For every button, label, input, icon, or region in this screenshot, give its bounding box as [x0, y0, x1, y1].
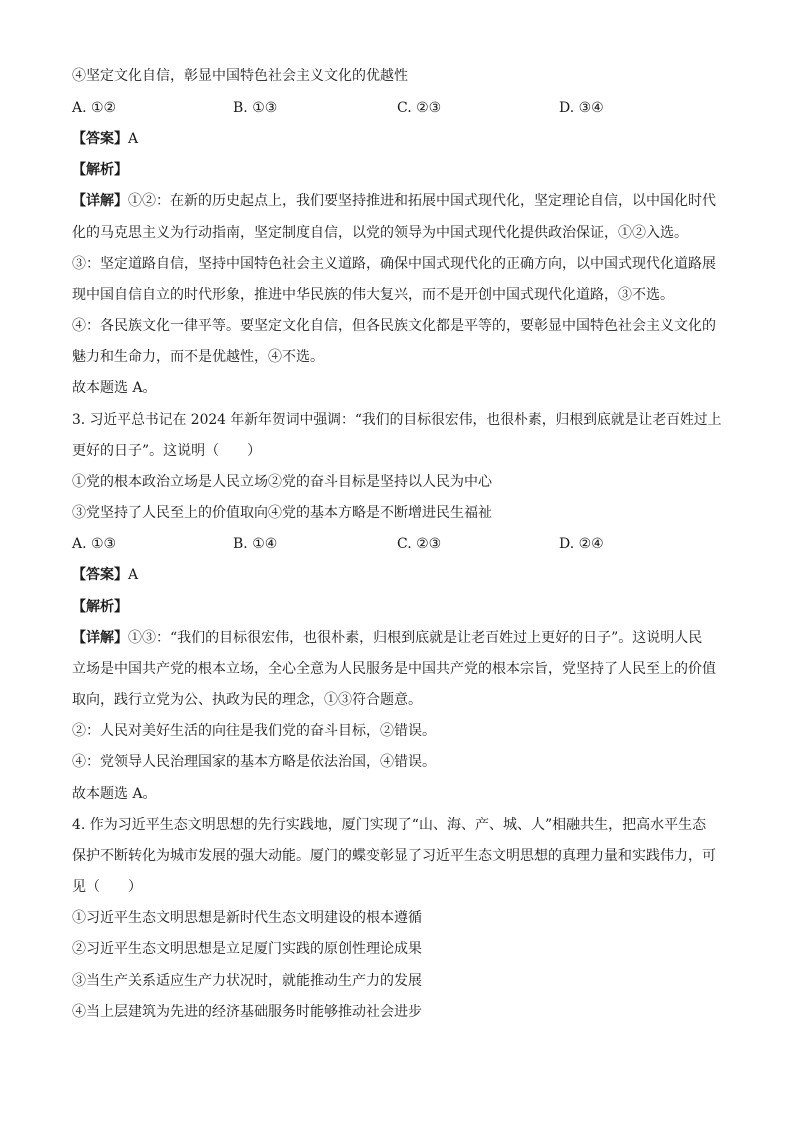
q4-stem-line-1: 4. 作为习近平生态文明思想的先行实践地，厦门实现了“山、海、产、城、人”相融共生，把高水平生态: [72, 817, 707, 833]
q3-detail-label: 【详解】: [72, 630, 128, 646]
q2-analysis-label: 【解析】: [72, 162, 128, 178]
q2-detail-line-5: ④：各民族文化一律平等。要坚定文化自信，但各民族文化都是平等的，要彰显中国特色社会主义文化的: [72, 318, 716, 334]
q3-detail-line-5: ④：党领导人民治理国家的基本方略是依法治国，④错误。: [72, 754, 436, 770]
q3-detail-line-1: [72, 628, 702, 648]
q3-stem-line-1: 3. 习近平总书记在 2024 年新年贺词中强调：“我们的目标很宏伟，也很朴素，归根到底就是让老百姓过上: [72, 412, 722, 428]
q3-option-d: D. ②④: [559, 536, 604, 552]
q3-analysis-label: 【解析】: [72, 599, 128, 615]
q2-options: [72, 98, 722, 118]
q4-item-2: ②习近平生态文明思想是立足厦门实践的原创性理论成果: [72, 941, 422, 957]
q3-answer-label: 【答案】: [72, 567, 128, 583]
q2-detail-line-6: 魅力和生命力，而不是优越性，④不选。: [72, 349, 324, 365]
q2-detail-line-2: 化的马克思主义为行动指南，坚定制度自信，以党的领导为中国式现代化提供政治保证，①②入选。: [72, 225, 688, 241]
q3-detail-line-2: 立场是中国共产党的根本立场，全心全意为人民服务是中国共产党的根本宗旨，党坚持了人民至上的价值: [72, 661, 716, 677]
q2-detail-text-1: ①②：在新的历史起点上，我们要坚持推进和拓展中国式现代化，坚定理论自信，以中国化时代: [128, 193, 716, 209]
q2-detail-line-4: 现中国自信自立的时代形象，推进中华民族的伟大复兴，而不是开创中国式现代化道路，③不选。: [72, 287, 674, 303]
q4-item-1: ①习近平生态文明思想是新时代生态文明建设的根本遵循: [72, 910, 422, 926]
q3-answer: [72, 565, 138, 585]
q3-detail-text-1: ①③：“我们的目标很宏伟，也很朴素，归根到底就是让老百姓过上更好的日子”。这说明人民: [128, 630, 703, 646]
q4-stem-line-2: 保护不断转化为城市发展的强大动能。厦门的蝶变彰显了习近平生态文明思想的真理力量和实践伟力，可: [72, 848, 716, 864]
q4-item-4: ④当上层建筑为先进的经济基础服务时能够推动社会进步: [72, 1004, 422, 1020]
q4-stem-line-3: 见（ ）: [72, 879, 142, 895]
q3-option-c: C. ②③: [397, 536, 442, 552]
q2-detail-line-3: ③：坚定道路自信，坚持中国特色社会主义道路，确保中国式现代化的正确方向，以中国式现代化道路展: [72, 256, 716, 272]
q2-conclusion: 故本题选 A。: [72, 380, 157, 396]
q3-items-line-2: ③党坚持了人民至上的价值取向④党的基本方略是不断增进民生福祉: [72, 505, 492, 521]
q2-answer: [72, 129, 138, 149]
q3-options: [72, 534, 722, 554]
q3-items-line-1: ①党的根本政治立场是人民立场②党的奋斗目标是坚持以人民为中心: [72, 474, 492, 490]
q4-item-3: ③当生产关系适应生产力状况时，就能推动生产力的发展: [72, 973, 422, 989]
q3-detail-line-3: 取向，践行立党为公、执政为民的理念，①③符合题意。: [72, 692, 422, 708]
q2-detail-label: 【详解】: [72, 193, 128, 209]
q3-conclusion: 故本题选 A。: [72, 786, 157, 802]
q2-option-c: C. ②③: [397, 100, 442, 116]
q3-answer-value: A: [128, 567, 139, 583]
q2-answer-label: 【答案】: [72, 131, 128, 147]
q3-option-a: A. ①③: [72, 536, 117, 552]
q2-option-d: D. ③④: [559, 100, 604, 116]
q2-detail-line-1: [72, 191, 716, 211]
q2-option-a: A. ①②: [72, 100, 117, 116]
q3-option-b: B. ①④: [233, 536, 278, 552]
q2-item-4: ④坚定文化自信，彰显中国特色社会主义文化的优越性: [72, 68, 408, 84]
q3-stem-line-2: 更好的日子”。这说明（ ）: [72, 443, 262, 459]
q2-option-b: B. ①③: [233, 100, 278, 116]
q3-detail-line-4: ②：人民对美好生活的向往是我们党的奋斗目标，②错误。: [72, 723, 436, 739]
q2-answer-value: A: [128, 131, 139, 147]
